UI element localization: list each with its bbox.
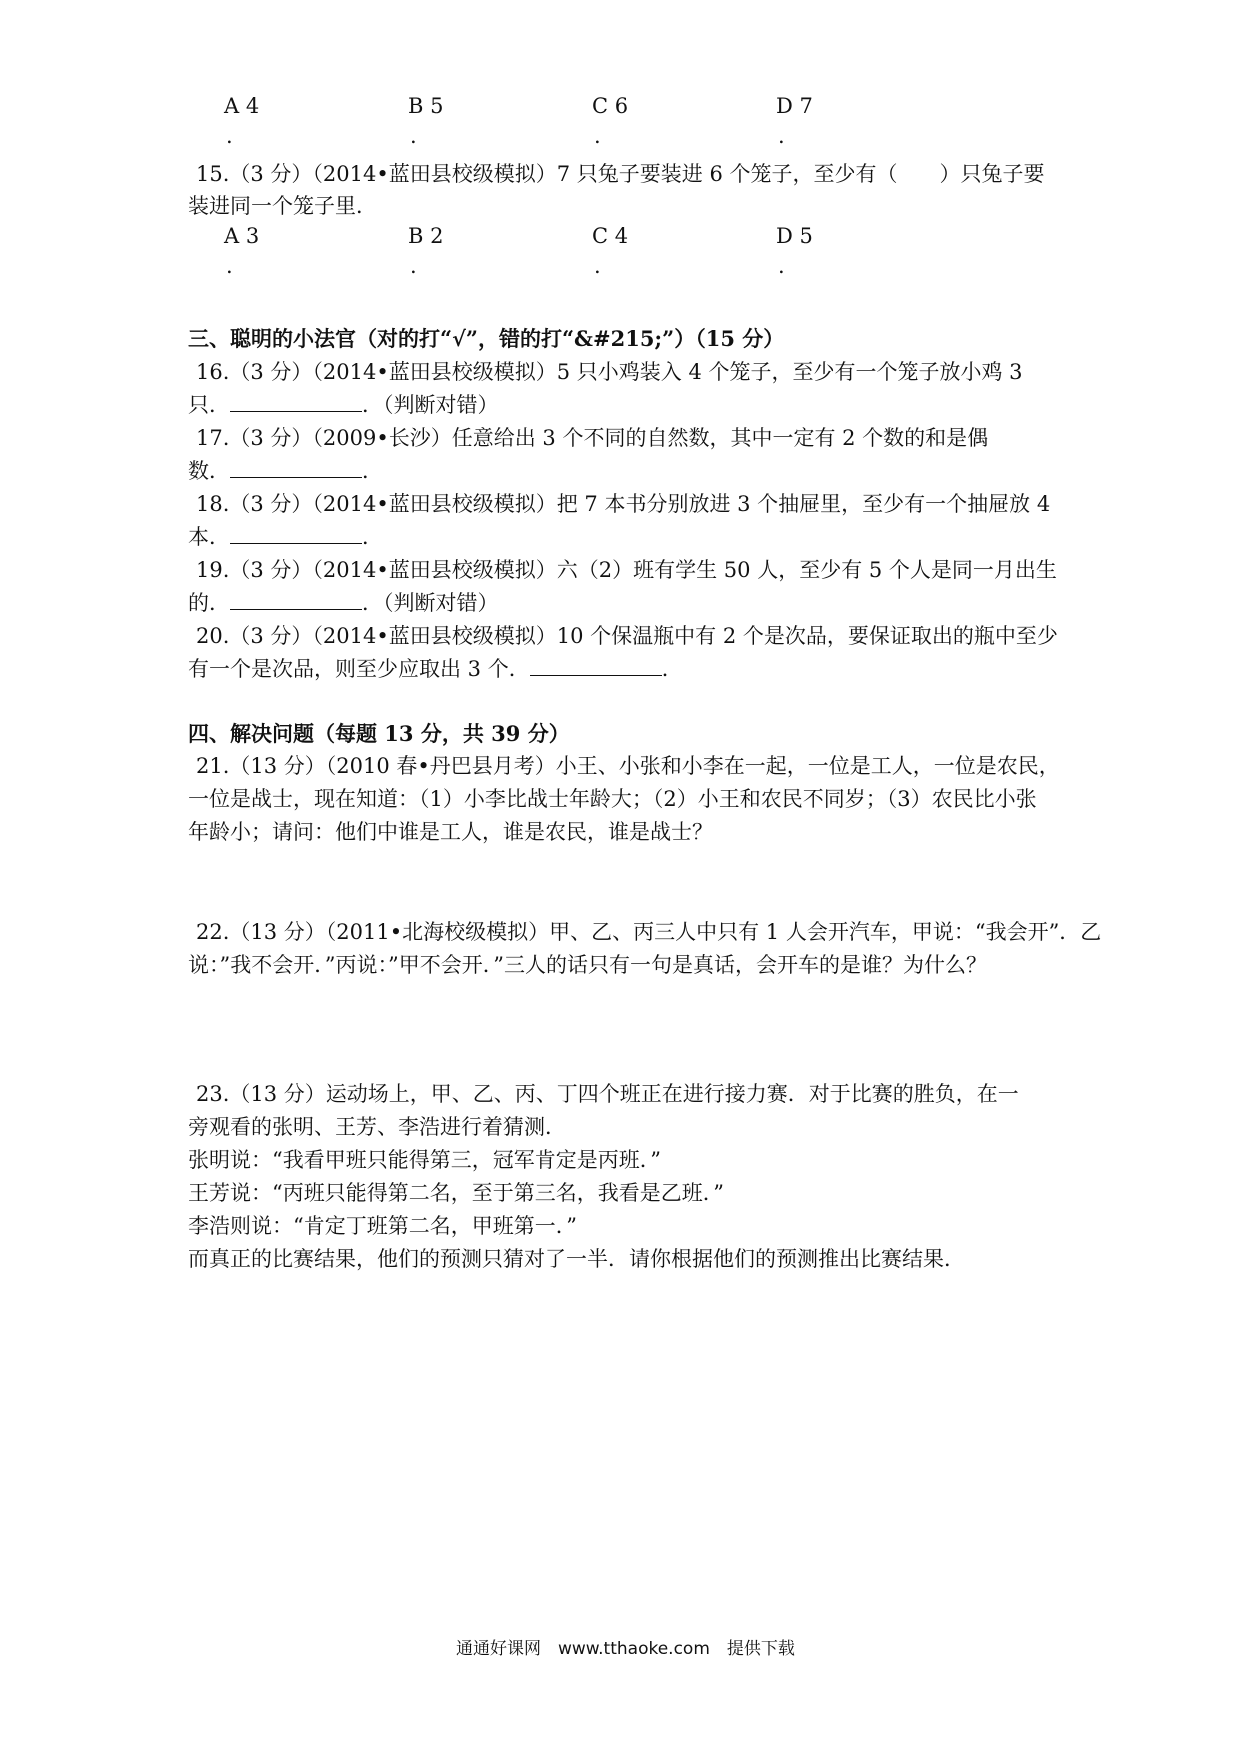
q14-dot: .: [226, 124, 233, 148]
q17-line1: 17.（3 分）（2009•长沙）任意给出 3 个不同的自然数，其中一定有 2 个数的和是偶: [196, 426, 989, 450]
q23-line1: 23.（13 分）运动场上，甲、乙、丙、丁四个班正在进行接力赛．对于比赛的胜负，在一: [196, 1082, 1019, 1106]
q23-line3: 张明说：“我看甲班只能得第三，冠军肯定是丙班．”: [188, 1148, 661, 1172]
q16-pre: 只．: [188, 393, 230, 417]
q14-dot: .: [410, 124, 417, 148]
q19-line1: 19.（3 分）（2014•蓝田县校级模拟）六（2）班有学生 50 人，至少有 5 个人是同一月出生: [196, 558, 1057, 582]
q14-dot: .: [778, 124, 785, 148]
q23-line6: 而真正的比赛结果，他们的预测只猜对了一半．请你根据他们的预测推出比赛结果．: [188, 1247, 965, 1271]
q15-option-b: B 2: [408, 224, 444, 248]
q22-line1: 22.（13 分）（2011•北海校级模拟）甲、乙、丙三人中只有 1 人会开汽车，甲说：“我会开”．乙: [196, 920, 1102, 944]
q18-line1: 18.（3 分）（2014•蓝田县校级模拟）把 7 本书分别放进 3 个抽屉里，至少有一个抽屉放 4: [196, 492, 1051, 516]
q18-line2: [188, 521, 383, 551]
q17-pre: 数．: [188, 459, 230, 483]
q18-answer-blank[interactable]: [230, 525, 362, 544]
q18-post: ．: [362, 525, 383, 549]
q16-line2: [188, 389, 499, 419]
q15-option-d: D 5: [776, 224, 813, 248]
q15-line1: 15.（3 分）（2014•蓝田县校级模拟）7 只兔子要装进 6 个笼子，至少有（ ）只兔子要: [196, 162, 1045, 186]
q17-post: ．: [362, 459, 383, 483]
q20-post: ．: [661, 657, 683, 681]
q16-answer-blank[interactable]: [230, 393, 362, 412]
q23-line5: 李浩则说：“肯定丁班第二名，甲班第一．”: [188, 1214, 577, 1238]
q19-answer-blank[interactable]: [230, 591, 362, 610]
q15-dot: .: [778, 254, 785, 278]
q23-line4: 王芳说：“丙班只能得第二名，至于第三名，我看是乙班．”: [188, 1181, 724, 1205]
q19-pre: 的．: [188, 591, 230, 615]
q17-line2: [188, 455, 383, 485]
q15-dot: .: [410, 254, 417, 278]
q23-line2: 旁观看的张明、王芳、李浩进行着猜测．: [188, 1115, 566, 1139]
section3-title: 三、聪明的小法官（对的打“√”，错的打“&#215;”）（15 分）: [188, 326, 785, 351]
q14-option-b: B 5: [408, 94, 444, 118]
section4-title: 四、解决问题（每题 13 分，共 39 分）: [188, 721, 570, 746]
q20-answer-blank[interactable]: [530, 657, 662, 676]
q19-line2: [188, 587, 499, 617]
q14-option-a: A 4: [224, 94, 260, 118]
q20-line2: [188, 653, 683, 683]
q22-line2: 说：”我不会开．”丙说：”甲不会开．”三人的话只有一句是真话，会开车的是谁？为什么？: [188, 953, 987, 977]
q15-option-a: A 3: [224, 224, 260, 248]
q15-dot: .: [226, 254, 233, 278]
q20-pre: 有一个是次品，则至少应取出 3 个．: [188, 657, 530, 681]
q14-option-c: C 6: [592, 94, 629, 118]
q21-line3: 年龄小；请问：他们中谁是工人，谁是农民，谁是战士？: [188, 820, 713, 844]
q15-line2: 装进同一个笼子里．: [188, 194, 377, 218]
q14-dot: .: [594, 124, 601, 148]
q21-line1: 21.（13 分）（2010 春•丹巴县月考）小王、小张和小李在一起，一位是工人，一位是农民，: [196, 754, 1060, 778]
q15-dot: .: [594, 254, 601, 278]
q21-line2: 一位是战士，现在知道：（1）小李比战士年龄大；（2）小王和农民不同岁；（3）农民比小张: [188, 787, 1037, 811]
q17-answer-blank[interactable]: [230, 459, 362, 478]
q19-post: ．（判断对错）: [362, 591, 499, 615]
q18-pre: 本．: [188, 525, 230, 549]
q14-option-d: D 7: [776, 94, 813, 118]
footer-text: 通通好课网 www.tthaoke.com 提供下载: [456, 1639, 795, 1659]
q15-option-c: C 4: [592, 224, 629, 248]
q16-post: ．（判断对错）: [362, 393, 499, 417]
q16-line1: 16.（3 分）（2014•蓝田县校级模拟）5 只小鸡装入 4 个笼子，至少有一个笼子放小鸡 3: [196, 360, 1023, 384]
q20-line1: 20.（3 分）（2014•蓝田县校级模拟）10 个保温瓶中有 2 个是次品，要保证取出的瓶中至少: [196, 624, 1058, 648]
